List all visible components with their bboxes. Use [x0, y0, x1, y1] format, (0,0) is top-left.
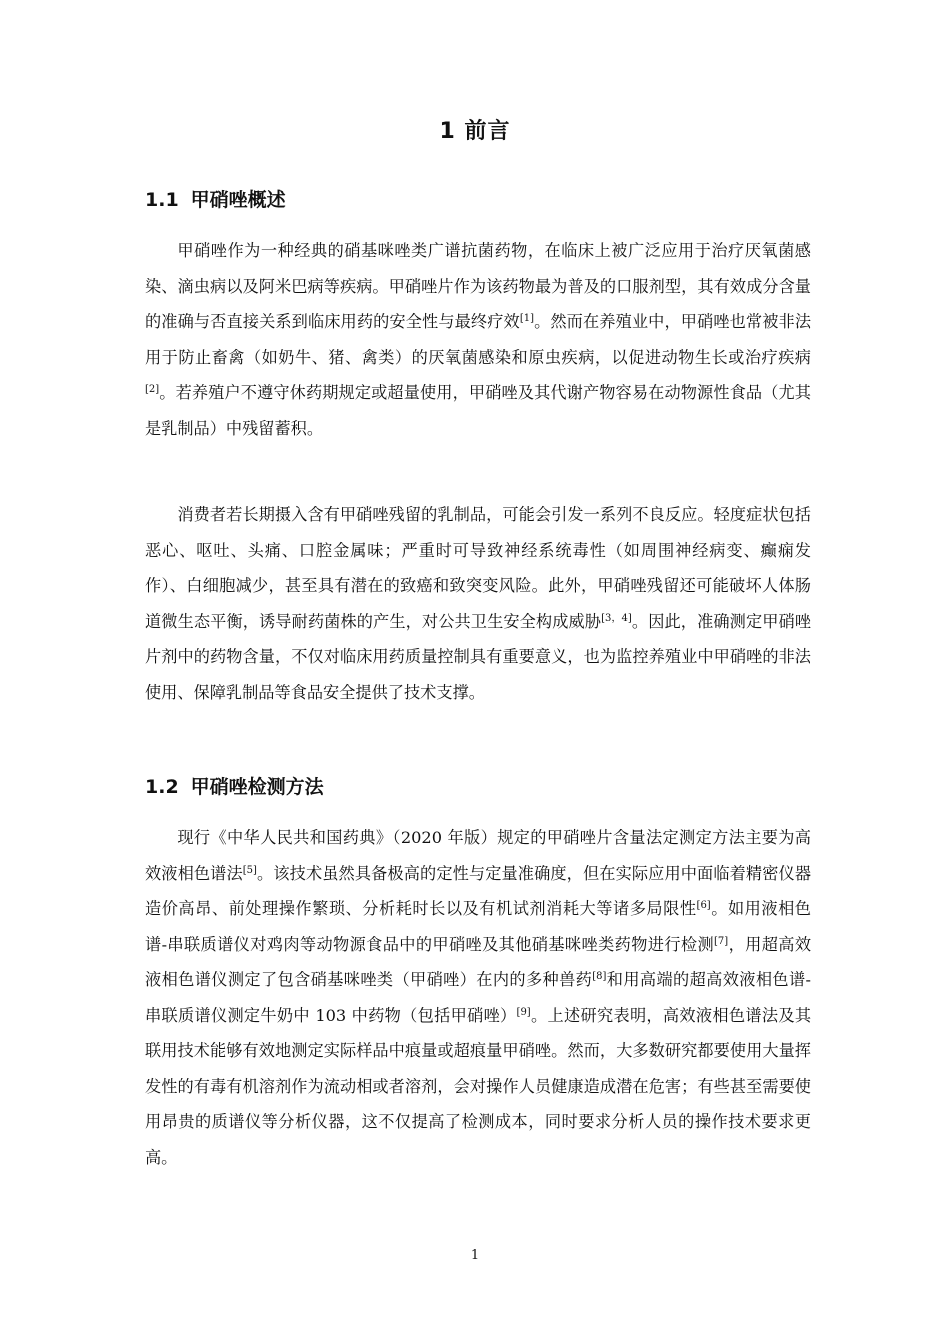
paragraph-text: 。然而在养殖业中，甲硝唑也常被非法用于防止畜禽（如奶牛、猪、禽类）的厌氧菌感染和原虫疾病，以促进动物生长或治疗疾病 — [145, 312, 812, 367]
body-paragraph — [145, 497, 811, 710]
section-number: 1.2 — [145, 776, 179, 798]
citation-ref: [3，4] — [601, 612, 632, 624]
paragraph-text: ，用超高效液相色谱仪测定了包含硝基咪唑类（甲硝唑）在内的多种兽药 — [145, 934, 812, 989]
body-paragraph — [145, 820, 811, 1175]
paragraph-text: 。如用液相色谱-串联质谱仪对鸡肉等动物源食品中的甲硝唑及其他硝基咪唑类药物进行检测 — [145, 899, 811, 954]
section-heading — [145, 184, 825, 216]
section-heading — [145, 771, 825, 803]
paragraph-text: 。该技术虽然具备极高的定性与定量准确度，但在实际应用中面临着精密仪器造价高昂、前处理操作繁琐、分析耗时长以及有机试剂消耗大等诸多局限性 — [145, 863, 812, 918]
paragraph-text: 。若养殖户不遵守休药期规定或超量使用，甲硝唑及其代谢产物容易在动物源性食品（尤其是乳制品）中残留蓄积。 — [145, 383, 811, 438]
chapter-title: 1 前言 — [439, 119, 511, 144]
citation-ref: [7] — [714, 935, 729, 947]
section-number: 1.1 — [145, 189, 179, 211]
citation-ref: [9] — [516, 1006, 531, 1018]
paragraph-text: 。上述研究表明，高效液相色谱法及其联用技术能够有效地测定实际样品中痕量或超痕量甲硝唑。然而，大多数研究都要使用大量挥发性的有毒有机溶剂作为流动相或者溶剂，会对操作人员健康造成潜在危害；有些甚至需要使用昂贵的质谱仪等分析仪器，这不仅提高了检测成本，同时要求分析人员的操作技术要求更高。 — [145, 1005, 812, 1167]
paragraph-text: 现行《中华人民共和国药典》（2020 年版）规定的甲硝唑片含量法定测定方法主要为高效液相色谱法 — [145, 828, 811, 883]
paragraph-text: 甲硝唑作为一种经典的硝基咪唑类广谱抗菌药物，在临床上被广泛应用于治疗厌氧菌感染、滴虫病以及阿米巴病等疾病。甲硝唑片作为该药物最为普及的口服剂型，其有效成分含量的准确与否直接关系到临床用药的安全性与最终疗效 — [145, 241, 811, 331]
section-title-text: 甲硝唑检测方法 — [190, 776, 324, 798]
section-title-text: 甲硝唑概述 — [190, 189, 286, 211]
citation-ref: [1] — [519, 313, 534, 324]
paragraph-text: 消费者若长期摄入含有甲硝唑残留的乳制品，可能会引发一系列不良反应。轻度症状包括恶心、呕吐、头痛、口腔金属味；严重时可导致神经系统毒性（如周围神经病变、癫痫发作）、白细胞减少，甚至具有潜在的致癌和致突变风险。此外，甲硝唑残留还可能破坏人体肠道微生态平衡，诱导耐药菌株的产生，对公共卫生安全构成威胁 — [145, 505, 811, 631]
page-number: 1 — [470, 1248, 480, 1263]
citation-ref: [8] — [592, 971, 607, 982]
paragraph-text: 和用高端的超高效液相色谱-串联质谱仪测定牛奶中 103 中药物（包括甲硝唑） — [145, 970, 811, 1025]
citation-ref: [6] — [696, 900, 711, 911]
paragraph-text: 。因此，准确测定甲硝唑片剂中的药物含量，不仅对临床用药质量控制具有重要意义，也为监控养殖业中甲硝唑的非法使用、保障乳制品等食品安全提供了技术支撑。 — [145, 611, 812, 702]
citation-ref: [5] — [242, 864, 257, 876]
citation-ref: [2] — [145, 384, 160, 395]
body-paragraph — [145, 233, 811, 446]
